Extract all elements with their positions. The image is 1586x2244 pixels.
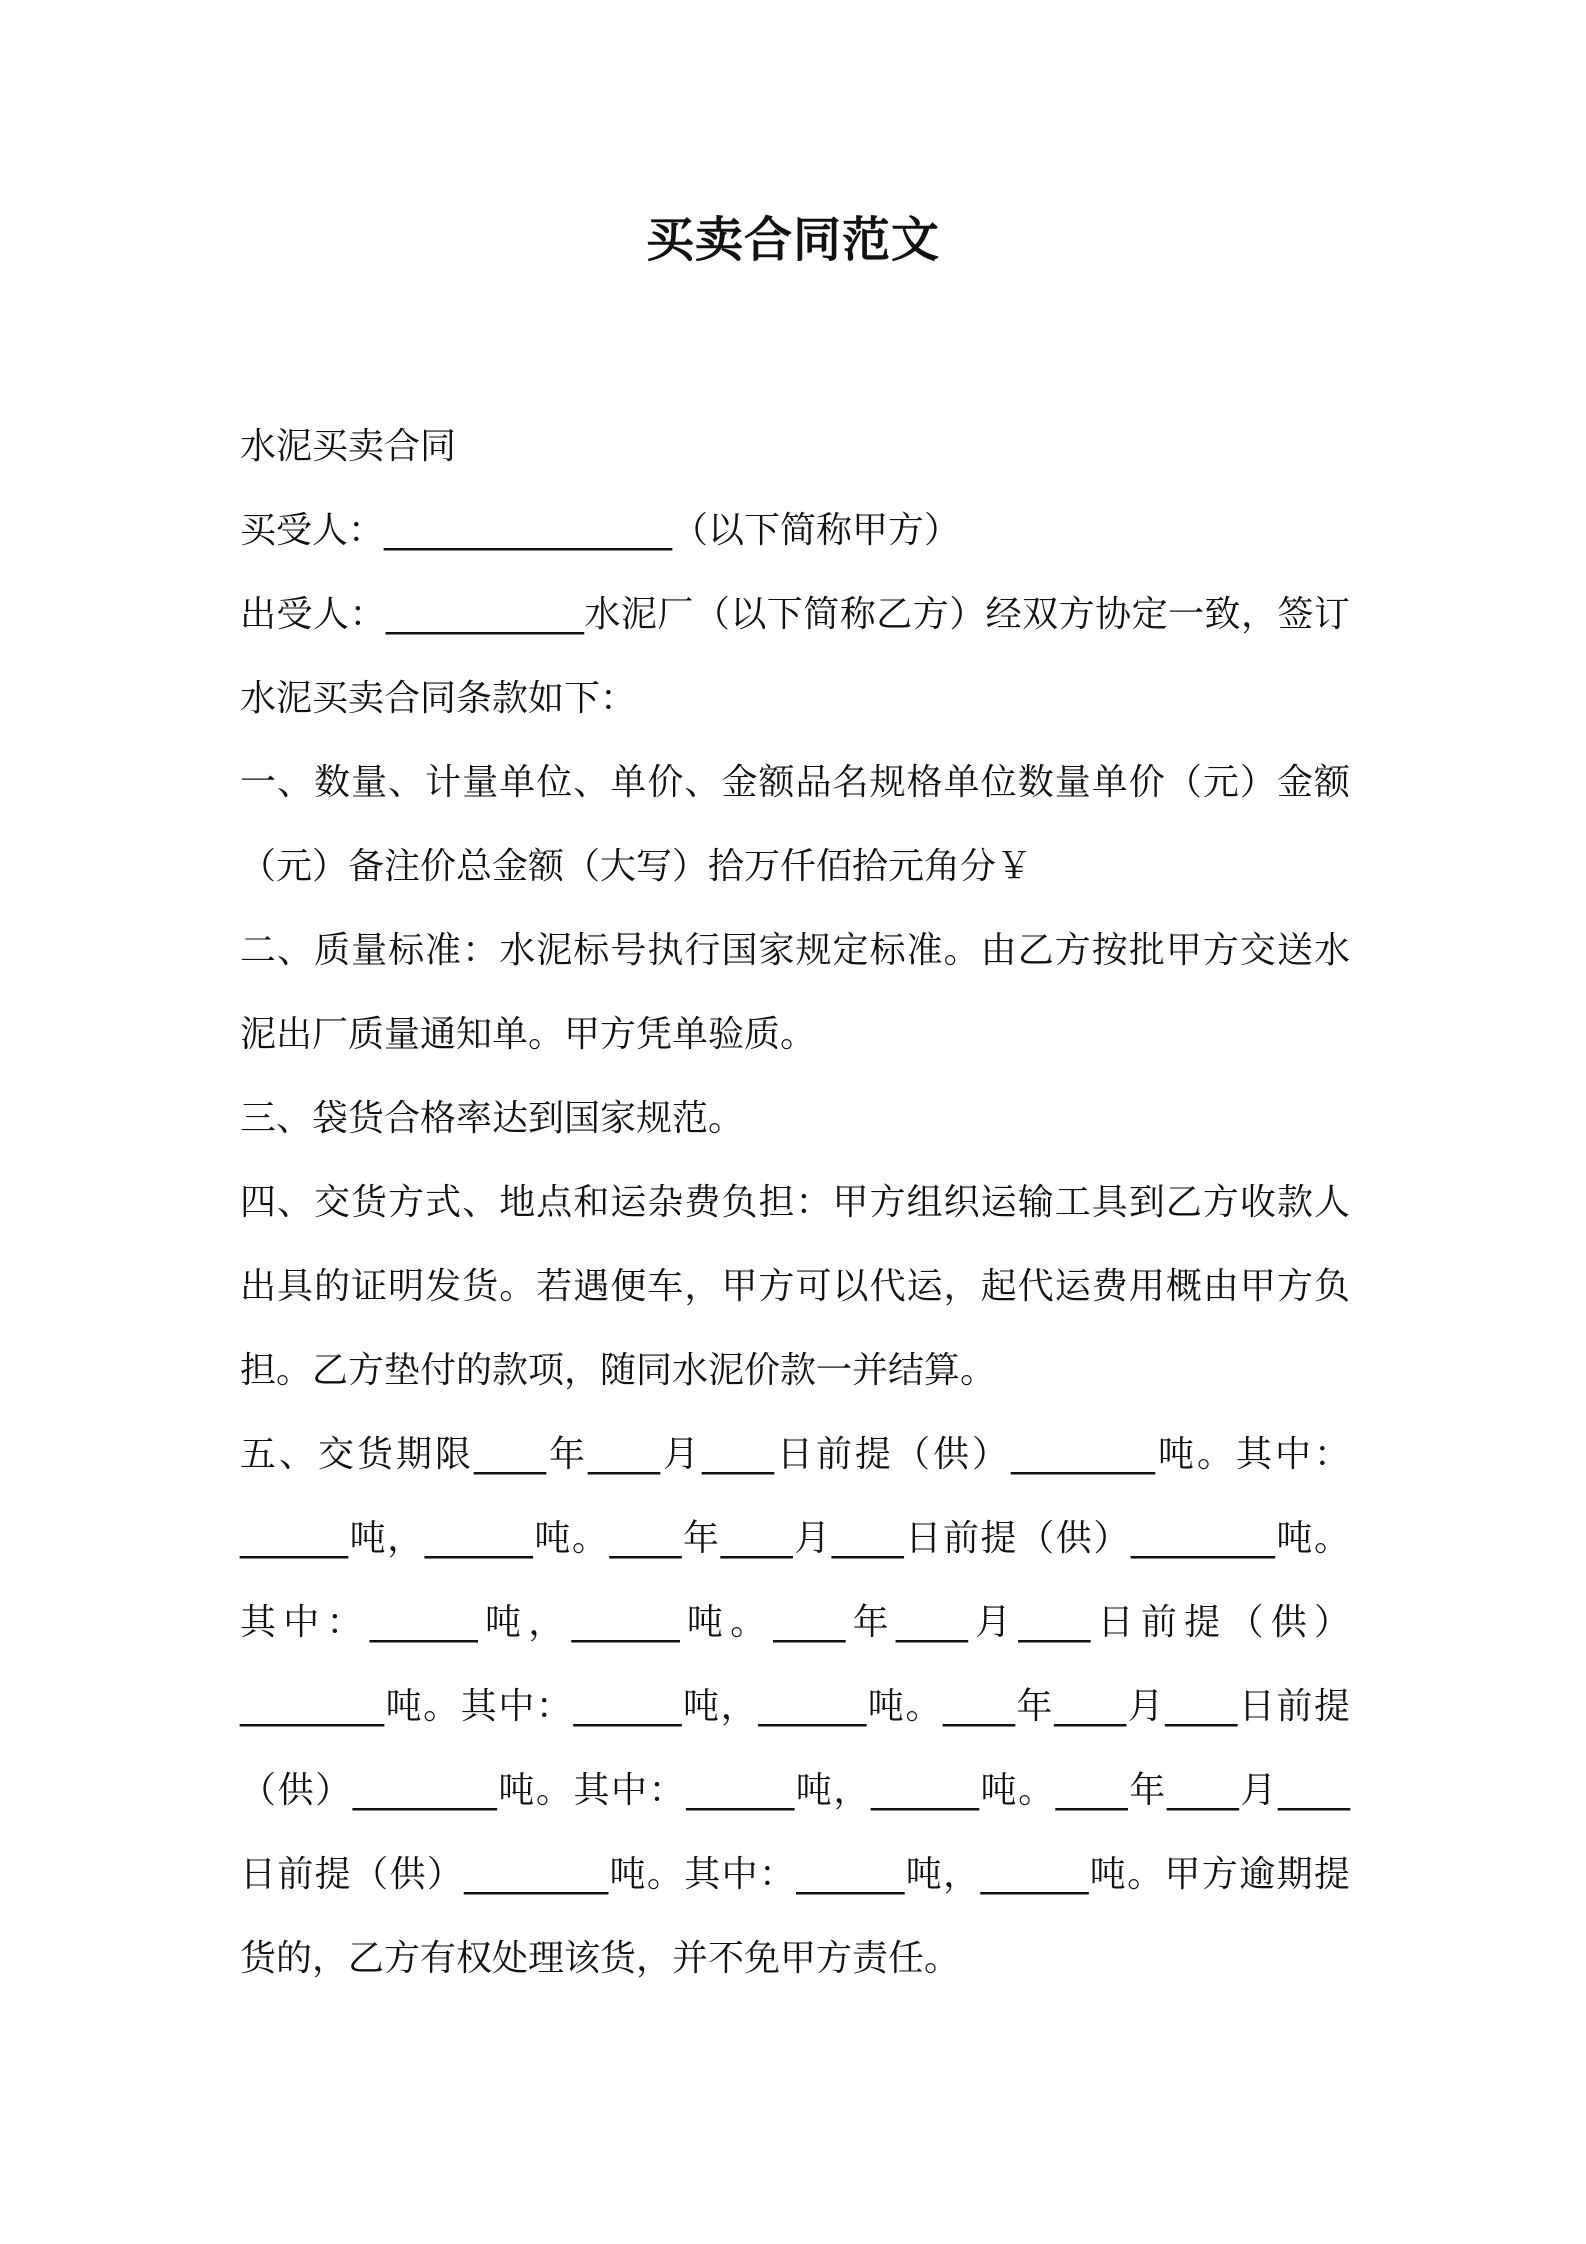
seller-line: 出受人：___________水泥厂（以下简称乙方）经双方协定一致，签订水泥买卖合同条款如下：: [240, 594, 1350, 719]
document-title: 买卖合同范文: [645, 212, 940, 268]
document-body: [240, 405, 1350, 2001]
clause-1-quantity-price: 一、数量、计量单位、单价、金额品名规格单位数量单价（元）金额（元）备注价总金额（大写）拾万仟佰拾元角分￥: [240, 762, 1350, 887]
clause-4-delivery-method: 四、交货方式、地点和运杂费负担：甲方组织运输工具到乙方收款人出具的证明发货。若遇便车，甲方可以代运，起代运费用概由甲方负担。乙方垫付的款项，随同水泥价款一并结算。: [240, 1182, 1350, 1391]
clause-2-quality: 二、质量标准：水泥标号执行国家规定标准。由乙方按批甲方交送水泥出厂质量通知单。甲方凭单验质。: [240, 930, 1350, 1055]
clause-5-delivery-period: 五、交货期限____年____月____日前提（供）________吨。其中：______吨，______吨。____年____月____日前提（供）________吨。其中：______吨，______吨。____年____月____日前提（供）________吨。其中：______吨，______吨。____年____月____日前提（供）________吨。其中：______吨，______吨。____年____月____日前提（供）________吨。其中：______吨，______吨。甲方逾期提货的，乙方有权处理该货，并不免甲方责任。: [240, 1434, 1350, 1979]
contract-name: 水泥买卖合同: [240, 426, 457, 467]
buyer-line: 买受人：________________（以下简称甲方）: [240, 510, 961, 551]
clause-3-bag-qualification: 三、袋货合格率达到国家规范。: [240, 1098, 745, 1139]
